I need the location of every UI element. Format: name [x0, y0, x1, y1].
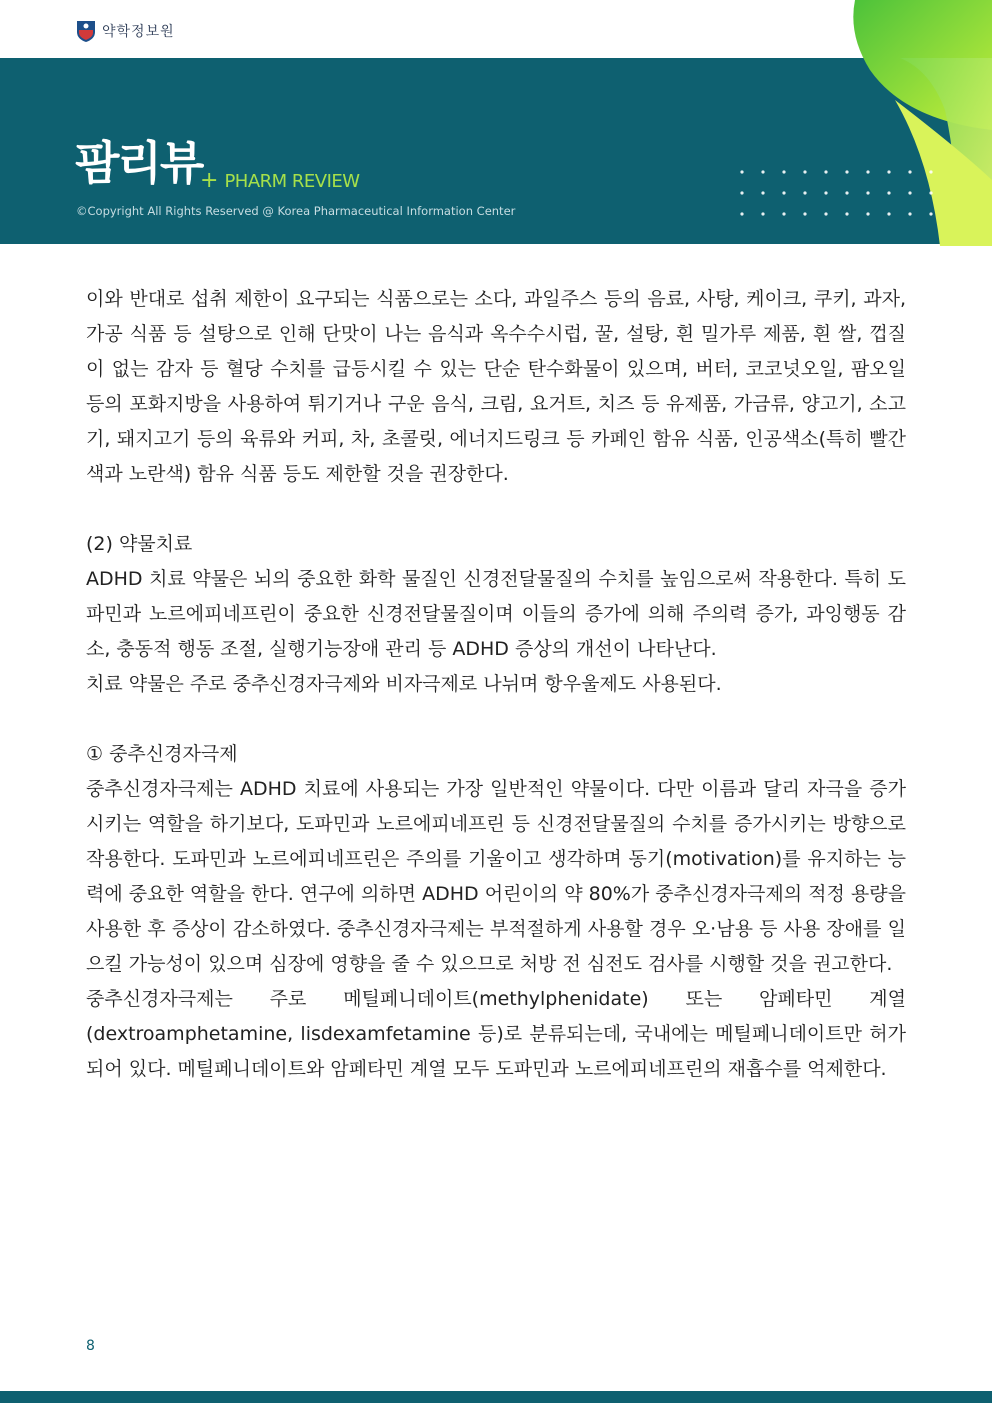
- spacer: [86, 492, 906, 527]
- plus-mark: +: [200, 168, 219, 193]
- footer-bar: [0, 1391, 992, 1403]
- article-body: [86, 282, 906, 1087]
- spacer: [86, 702, 906, 737]
- page-title: 팜리뷰: [75, 136, 203, 190]
- subtitle: PHARM REVIEW: [224, 171, 360, 192]
- paragraph-medication-types: 치료 약물은 주로 중추신경자극제와 비자극제로 나뉘며 항우울제도 사용된다.: [86, 673, 722, 695]
- subsection-heading-stimulants: ① 중추신경자극제: [86, 743, 238, 765]
- subtitle-group: [200, 168, 360, 193]
- org-name: 약학정보원: [102, 24, 175, 40]
- page-number: 8: [86, 1338, 95, 1354]
- paragraph-stimulant-classes: 중추신경자극제는 주로 메틸페니데이트(methylphenidate) 또는 암페타민 계열(dextroamphetamine, lisdexamfetamine 등)로 분류되는데, 국내에는 메틸페니데이트만 허가되어 있다. 메틸페니데이트와 암페타민 계열 모두 도파민과 노르에피네프린의 재흡수를 억제한다.: [86, 988, 906, 1080]
- copyright-notice: ©Copyright All Rights Reserved @ Korea Pharmaceutical Information Center: [76, 204, 516, 218]
- section-heading-medication: (2) 약물치료: [86, 533, 193, 555]
- decorative-dot-grid: [740, 168, 940, 224]
- paragraph-stimulants: 중추신경자극제는 ADHD 치료에 사용되는 가장 일반적인 약물이다. 다만 이름과 달리 자극을 증가시키는 역할을 하기보다, 도파민과 노르에피네프린 등 신경전달물질의 수치를 증가시키는 방향으로 작용한다. 도파민과 노르에피네프린은 주의를 기울이고 생각하며 동기(motivation)를 유지하는 능력에 중요한 역할을 한다. 연구에 의하면 ADHD 어린이의 약 80%가 중추신경자극제의 적정 용량을 사용한 후 증상이 감소하였다. 중추신경자극제는 부적절하게 사용할 경우 오·남용 등 사용 장애를 일으킬 가능성이 있으며 심장에 영향을 줄 수 있으므로 처방 전 심전도 검사를 시행할 것을 권고한다.: [86, 778, 906, 975]
- paragraph-medication-mechanism: ADHD 치료 약물은 뇌의 중요한 화학 물질인 신경전달물질의 수치를 높임으로써 작용한다. 특히 도파민과 노르에피네프린이 중요한 신경전달물질이며 이들의 증가에 의해 주의력 증가, 과잉행동 감소, 충동적 행동 조절, 실행기능장애 관리 등 ADHD 증상의 개선이 나타난다.: [86, 568, 906, 660]
- paragraph-diet-restrictions: 이와 반대로 섭취 제한이 요구되는 식품으로는 소다, 과일주스 등의 음료, 사탕, 케이크, 쿠키, 과자, 가공 식품 등 설탕으로 인해 단맛이 나는 음식과 옥수수시럽, 꿀, 설탕, 흰 밀가루 제품, 흰 쌀, 껍질이 없는 감자 등 혈당 수치를 급등시킬 수 있는 단순 탄수화물이 있으며, 버터, 코코넛오일, 팜오일 등의 포화지방을 사용하여 튀기거나 구운 음식, 크림, 요거트, 치즈 등 유제품, 가금류, 양고기, 소고기, 돼지고기 등의 육류와 커피, 차, 초콜릿, 에너지드링크 등 카페인 함유 식품, 인공색소(특히 빨간색과 노란색) 함유 식품 등도 제한할 것을 권장한다.: [86, 288, 906, 485]
